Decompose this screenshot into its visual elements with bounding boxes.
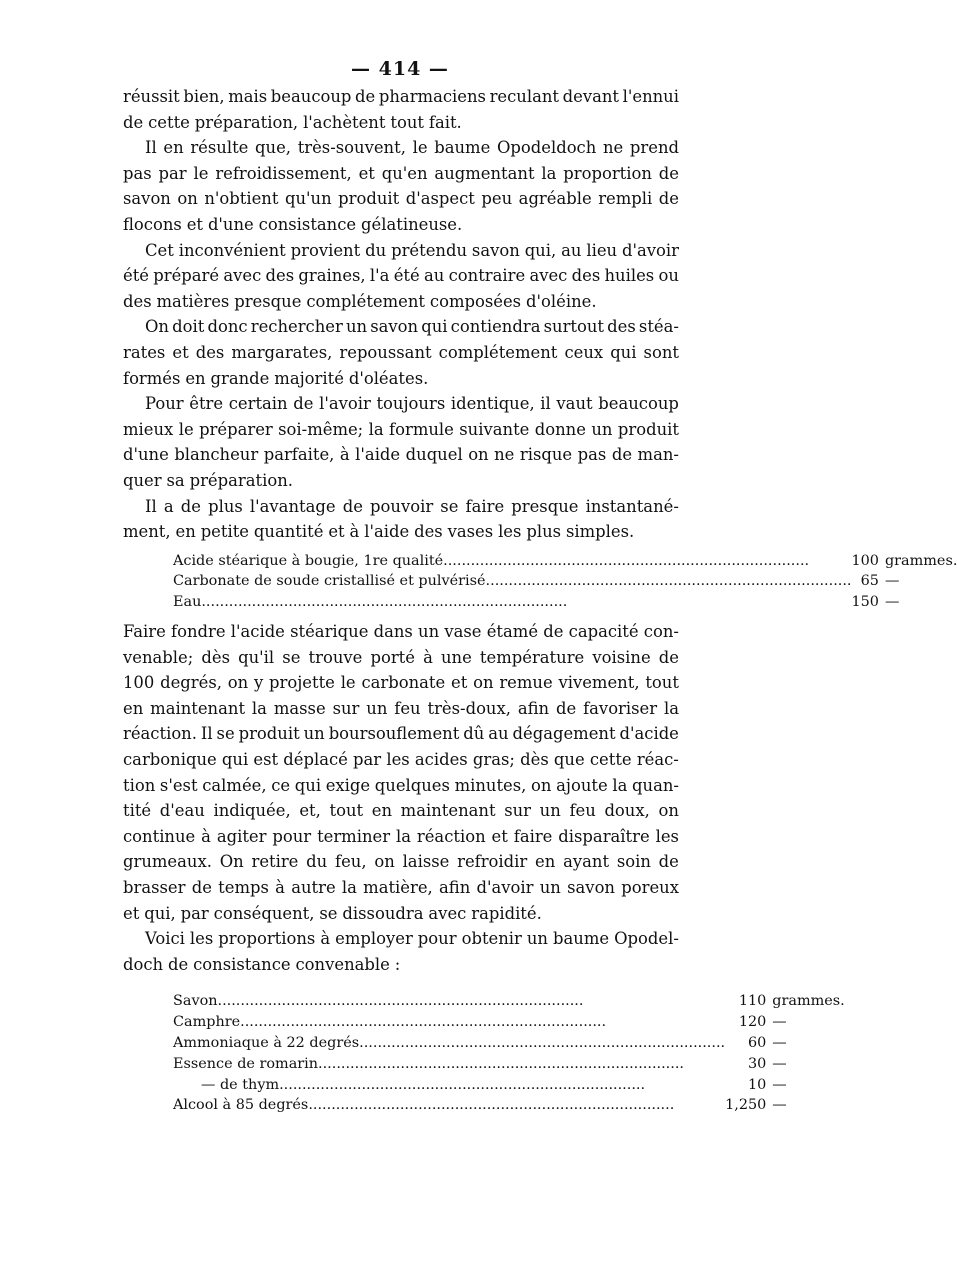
- ingredient-unit: —: [772, 1014, 787, 1031]
- dot-leader: ................................................................................: [308, 1097, 675, 1114]
- text-line: des matières presque complétement composées d'oléine.: [123, 291, 597, 311]
- paragraph: [123, 926, 679, 977]
- recipe-row: [173, 1033, 845, 1054]
- page-body: [123, 84, 957, 1116]
- dot-leader: ................................................................................: [217, 993, 584, 1010]
- ingredient-quantity: 60: [747, 1034, 767, 1051]
- recipe-row: [173, 991, 845, 1012]
- paragraph: [123, 135, 679, 237]
- paragraph: [123, 84, 679, 135]
- text-line: formés en grande majorité d'oléates.: [123, 368, 429, 388]
- ingredient-quantity: 1,250: [725, 1097, 767, 1114]
- ingredient-name: Ammoniaque à 22 degrés: [173, 1034, 360, 1051]
- text-line: réaction. Il se produit un boursouflement dû au dégagement d'acide: [123, 724, 679, 744]
- text-line: savon on n'obtient qu'un produit d'aspect peu agréable rempli de: [123, 189, 679, 209]
- ingredient-quantity: 30: [747, 1055, 767, 1072]
- text-line: d'une blancheur parfaite, à l'aide duquel on ne risque pas de man-: [123, 445, 679, 465]
- text-line: Il a de plus l'avantage de pouvoir se faire presque instantané-: [145, 496, 679, 516]
- recipe-row: [173, 1054, 845, 1075]
- ingredient-unit: —: [772, 1076, 787, 1093]
- text-line: rates et des margarates, repoussant complétement ceux qui sont: [123, 342, 679, 362]
- ingredient-unit: —: [772, 1034, 787, 1051]
- dot-leader: ................................................................................: [279, 1076, 646, 1093]
- recipe-row: [173, 571, 957, 592]
- ingredient-name: Camphre: [173, 1014, 241, 1031]
- text-line: tion s'est calmée, ce qui exige quelques minutes, on ajoute la quan-: [123, 775, 679, 795]
- text-line: carbonique qui est déplacé par les acides gras; dès que cette réac-: [123, 750, 679, 770]
- text-line: flocons et d'une consistance gélatineuse.: [123, 214, 463, 234]
- text-line: en maintenant la masse sur un feu très-doux, afin de favoriser la: [123, 698, 679, 718]
- text-line: été préparé avec des graines, l'a été au contraire avec des huiles ou: [123, 266, 679, 286]
- ingredient-name: Eau: [173, 594, 202, 611]
- dot-leader: ................................................................................: [201, 594, 568, 611]
- ingredient-unit: —: [884, 594, 900, 611]
- text-line: grumeaux. On retire du feu, on laisse refroidir en ayant soin de: [123, 852, 679, 872]
- ingredient-name: Carbonate de soude cristallisé et pulvérisé: [173, 573, 486, 590]
- dot-leader: ................................................................................: [318, 1055, 684, 1072]
- text-line: 100 degrés, on y projette le carbonate et on remue vivement, tout: [123, 673, 679, 693]
- recipe-row: [173, 592, 957, 613]
- text-line: de cette préparation, l'achètent tout fait.: [123, 112, 462, 132]
- recipe-row: [173, 1095, 845, 1116]
- text-line: Pour être certain de l'avoir toujours identique, il vaut beaucoup: [145, 394, 679, 414]
- paragraph: [123, 494, 679, 545]
- text-line: Faire fondre l'acide stéarique dans un vase étamé de capacité con-: [123, 622, 679, 642]
- text-line: quer sa préparation.: [123, 470, 293, 490]
- text-line: tité d'eau indiquée, et, tout en maintenant sur un feu doux, on: [123, 801, 679, 821]
- ingredient-name: — de thym: [201, 1076, 280, 1093]
- ingredient-quantity: 10: [747, 1076, 767, 1093]
- text-line: pas par le refroidissement, et qu'en augmentant la proportion de: [123, 163, 679, 183]
- text-line: doch de consistance convenable :: [123, 954, 401, 974]
- ingredient-name: Essence de romarin: [173, 1055, 319, 1072]
- paragraph-group-method: [123, 619, 679, 977]
- page-number: — 414 —: [351, 58, 449, 80]
- text-line: On doit donc rechercher un savon qui contiendra surtout des stéa-: [145, 317, 679, 337]
- dot-leader: ................................................................................: [485, 573, 852, 590]
- paragraph: [123, 391, 679, 493]
- ingredient-unit: —: [772, 1055, 787, 1072]
- ingredient-unit: —: [772, 1097, 787, 1114]
- text-line: mieux le préparer soi-même; la formule suivante donne un produit: [123, 419, 679, 439]
- text-line: ment, en petite quantité et à l'aide des vases les plus simples.: [123, 522, 635, 542]
- dot-leader: ................................................................................: [359, 1034, 726, 1051]
- recipe-row: [173, 1012, 845, 1033]
- recipe-row: [173, 1075, 845, 1096]
- ingredient-name: Acide stéarique à bougie, 1re qualité: [173, 552, 444, 569]
- ingredient-quantity: 65: [860, 573, 879, 590]
- ingredient-unit: grammes.: [884, 552, 957, 569]
- ingredient-quantity: 110: [738, 993, 767, 1010]
- dot-leader: ................................................................................: [240, 1014, 607, 1031]
- ingredient-quantity: 120: [738, 1014, 767, 1031]
- ingredient-quantity: 150: [851, 594, 879, 611]
- text-line: venable; dès qu'il se trouve porté à une température voisine de: [123, 647, 679, 667]
- text-line: et qui, par conséquent, se dissoudra avec rapidité.: [123, 903, 542, 923]
- text-line: réussit bien, mais beaucoup de pharmaciens reculant devant l'ennui: [123, 87, 679, 106]
- text-line: brasser de temps à autre la matière, afin d'avoir un savon poreux: [123, 878, 679, 898]
- text-line: Il en résulte que, très-souvent, le baume Opodeldoch ne prend: [145, 138, 679, 158]
- dot-leader: ................................................................................: [443, 552, 810, 569]
- ingredient-name: Savon: [173, 993, 218, 1010]
- soap-recipe-table: [173, 551, 957, 613]
- paragraph-group-intro: [123, 84, 679, 545]
- text-line: Cet inconvénient provient du prétendu savon qui, au lieu d'avoir: [145, 240, 679, 260]
- recipe-row: [173, 551, 957, 572]
- opodeldoch-recipe-table: [173, 991, 845, 1116]
- ingredient-name: Alcool à 85 degrés: [173, 1097, 309, 1114]
- ingredient-unit: —: [884, 573, 900, 590]
- paragraph: [123, 238, 679, 315]
- text-line: Voici les proportions à employer pour obtenir un baume Opodel-: [145, 929, 679, 949]
- paragraph: [123, 619, 679, 926]
- ingredient-unit: grammes.: [772, 993, 845, 1010]
- ingredient-quantity: 100: [851, 552, 879, 569]
- paragraph: [123, 314, 679, 391]
- text-line: continue à agiter pour terminer la réaction et faire disparaître les: [123, 826, 679, 846]
